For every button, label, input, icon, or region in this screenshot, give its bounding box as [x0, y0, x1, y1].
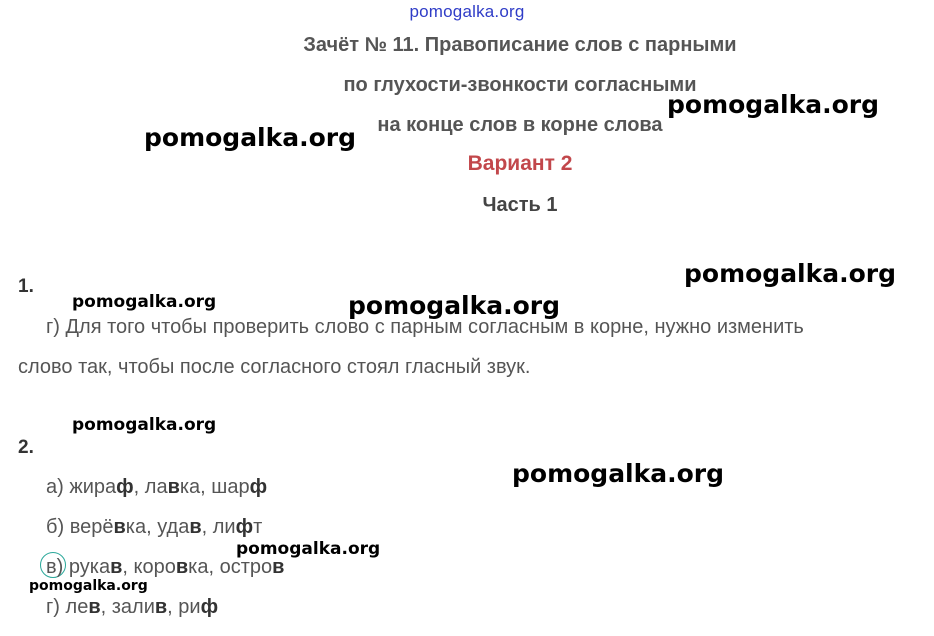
- watermark: pomogalka.org: [72, 292, 217, 312]
- page-title-line-1: Зачёт № 11. Правописание слов с парными: [303, 34, 737, 56]
- watermark: pomogalka.org: [144, 123, 357, 152]
- task-1-number: 1.: [18, 276, 34, 297]
- watermark: pomogalka.org: [236, 539, 381, 559]
- task-2-option-a: [46, 476, 267, 499]
- task-2-option-d: [46, 596, 218, 619]
- option-letter: а): [46, 476, 64, 498]
- watermark: pomogalka.org: [348, 291, 561, 320]
- watermark: pomogalka.org: [667, 90, 880, 119]
- page-title-line-3: на конце слов в корне слова: [377, 114, 663, 136]
- page-title-line-2: по глухости-звонкости согласными: [343, 74, 697, 96]
- variant-heading: Вариант 2: [467, 152, 573, 175]
- watermark: pomogalka.org: [72, 415, 217, 435]
- task-2-option-c: [46, 556, 284, 579]
- watermark: pomogalka.org: [512, 459, 725, 488]
- task-1-answer-line-1: г) Для того чтобы проверить слово с парным согласным в корне, нужно изменить: [46, 316, 804, 338]
- task-2-number: 2.: [18, 437, 34, 458]
- watermark: pomogalka.org: [29, 578, 148, 594]
- option-words: лев, залив, риф: [65, 596, 219, 618]
- part-heading: Часть 1: [482, 194, 558, 216]
- option-letter: б): [46, 516, 65, 538]
- site-link[interactable]: pomogalka.org: [409, 2, 525, 21]
- option-words: верёвка, удав, лифт: [69, 516, 263, 538]
- task-1-answer-line-2: слово так, чтобы после согласного стоял гласный звук.: [18, 356, 531, 378]
- option-letter: в): [46, 556, 64, 578]
- option-letter: г): [46, 596, 60, 618]
- watermark: pomogalka.org: [684, 259, 897, 288]
- option-words: жираф, лавка, шарф: [69, 476, 268, 498]
- task-2-option-b: [46, 516, 262, 539]
- option-words: рукав, коровка, остров: [68, 556, 285, 578]
